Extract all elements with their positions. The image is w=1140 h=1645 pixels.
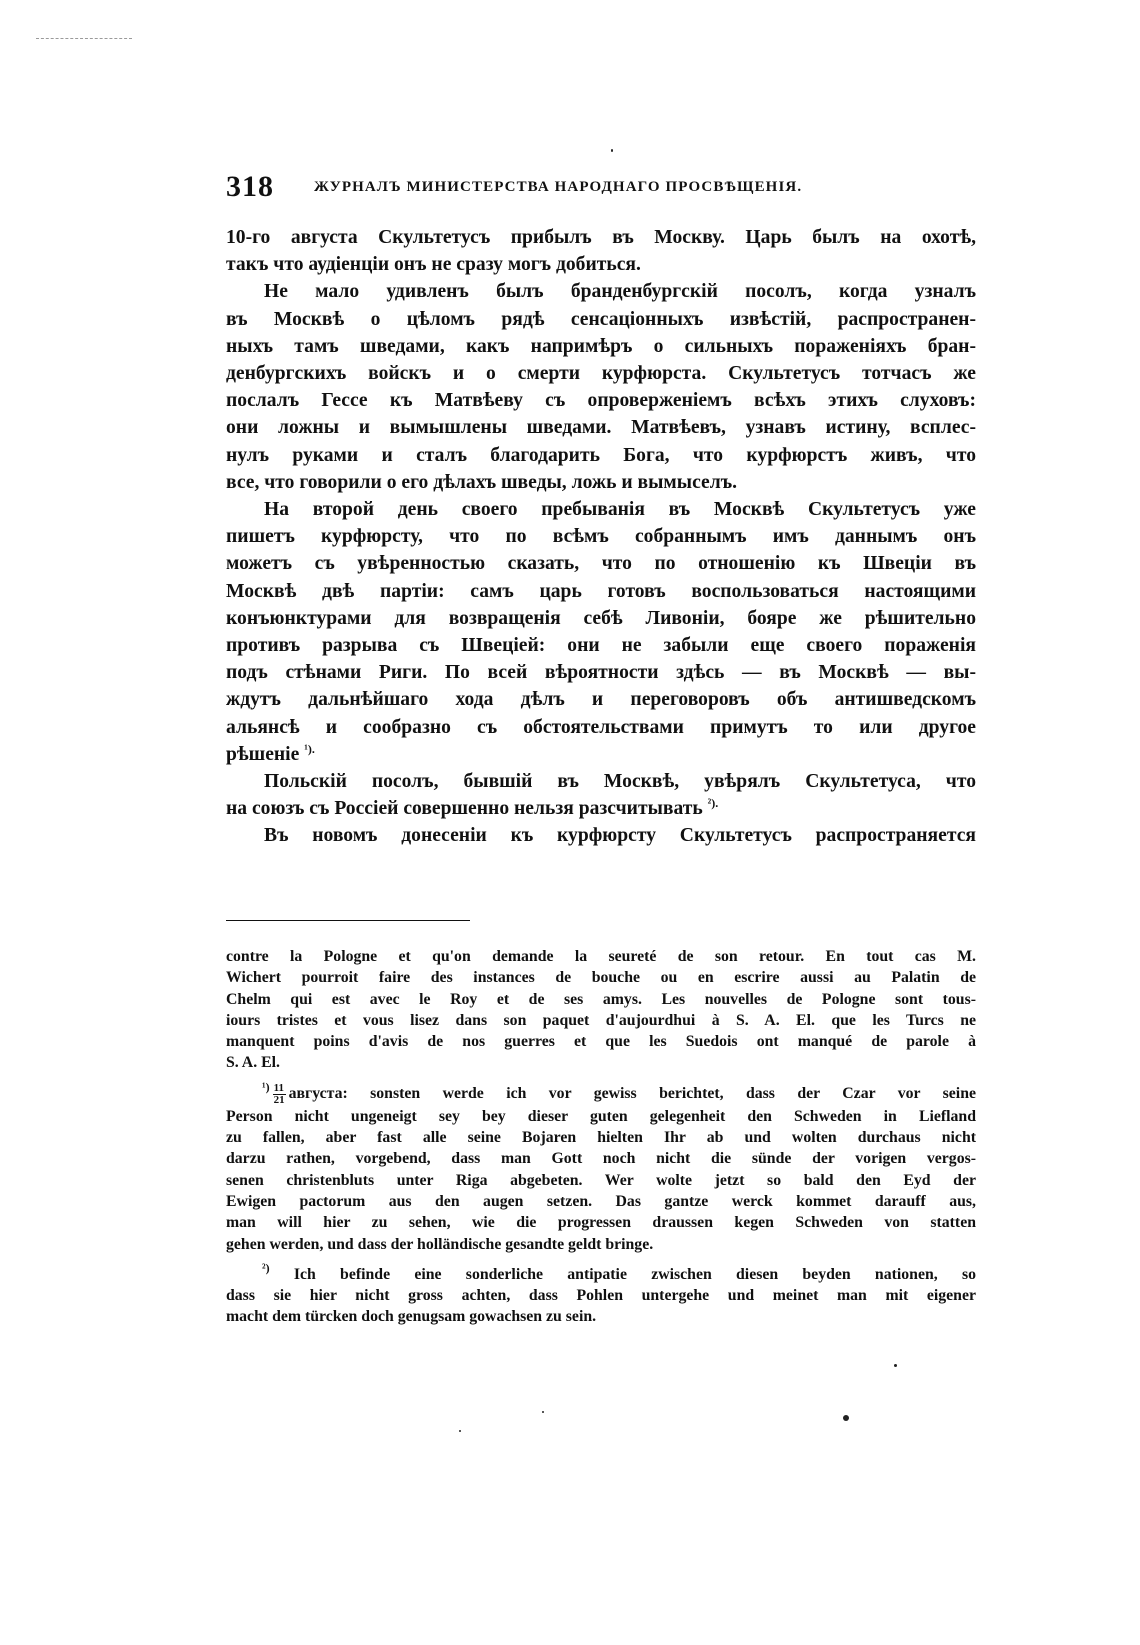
text-line: денбургскихъ войскъ и о смерти курфюрста. Скультетусъ тотчасъ же (226, 363, 976, 385)
text-line: конъюнктурами для возвращенія себѣ Ливоніи, бояре же рѣшительно (226, 607, 976, 629)
text-line: нулъ руками и сталъ благодарить Бога, что курфюрстъ живъ, что (226, 444, 976, 466)
footnote-marker-2: ²) (262, 1260, 270, 1275)
text-line-with-footnote-ref (226, 795, 976, 822)
text-fragment: рѣшеніе (226, 743, 300, 765)
text-line: противъ разрыва съ Швеціей: они не забыли еще своего пораженія (226, 635, 976, 657)
text-line: ждутъ дальнѣйшаго хода дѣлъ и переговоровъ объ антишведскомъ (226, 689, 976, 711)
text-fragment: августа: sonsten werde ich vor gewiss berichtet, dass der Czar vor seine (288, 1084, 976, 1102)
fraction-denominator: 21 (273, 1093, 285, 1106)
text-line: такъ что аудіенціи онъ не сразу могъ добиться. (226, 254, 641, 276)
scan-speck (459, 1430, 461, 1432)
footnote-2-first-line (226, 1260, 976, 1285)
note-line: zu fallen, aber fast alle seine Bojaren hielten Ihr ab und wolten durchaus nicht (226, 1129, 976, 1147)
text-line: Польскій посолъ, бывшій въ Москвѣ, увѣрялъ Скультетуса, что (264, 771, 976, 793)
note-line: gehen werden, und dass der holländische gesandte geldt bringe. (226, 1235, 654, 1253)
scan-edge-mark (36, 38, 132, 39)
note-line: manquent poins d'avis de nos guerres et que les Suedois ont manqué de parole à (226, 1033, 976, 1051)
note-line: dass sie hier nicht gross achten, dass Pohlen untergehe und meinet man mit eigener (226, 1287, 976, 1305)
scan-speck (611, 149, 613, 152)
note-line: Chelm qui est avec le Roy et de ses amys. Les nouvelles de Pologne sont tous- (226, 990, 976, 1008)
note-line: senen christenbluts unter Riga abgebeten. Wer wolte jetzt so bald den Eyd der (226, 1171, 976, 1189)
footnote-ref-2: ²). (707, 796, 719, 811)
footnotes (226, 946, 976, 1328)
text-line: альянсѣ и сообразно съ обстоятельствами примутъ то или другое (226, 716, 976, 738)
note-gap (226, 1255, 976, 1264)
text-line: пишетъ курфюрсту, что по всѣмъ собраннымъ имъ даннымъ онъ (226, 526, 976, 548)
text-line: можетъ съ увѣренностью сказать, что по отношенію къ Швеціи въ (226, 553, 976, 575)
page-number: 318 (226, 170, 274, 203)
footnote-marker-1: ¹) (262, 1079, 270, 1094)
note-line: contre la Pologne et qu'on demande la seureté de son retour. En tout cas M. (226, 948, 976, 965)
note-line: Person nicht ungeneigt sey bey dieser guten gelegenheit den Schweden in Liefland (226, 1107, 976, 1125)
scan-speck (894, 1364, 897, 1367)
text-line: На второй день своего пребыванія въ Москвѣ Скультетусъ уже (264, 499, 976, 521)
date-fraction (273, 1083, 286, 1106)
text-line: Не мало удивленъ былъ бранденбургскій посолъ, когда узналъ (264, 281, 976, 303)
main-text (226, 224, 976, 850)
note-line: man will hier zu sehen, wie die progressen draussen kegen Schweden von statten (226, 1214, 976, 1232)
footnote-separator (226, 920, 470, 921)
scan-speck (843, 1415, 849, 1421)
text-line: подъ стѣнами Риги. По всей вѣроятности здѣсь — въ Москвѣ — вы- (226, 662, 976, 684)
text-fragment: Ich befinde eine sonderliche antipatie zwischen diesen beyden nationen, so (293, 1265, 976, 1283)
text-line: Въ новомъ донесеніи къ курфюрсту Скультетусъ распространяется (264, 825, 976, 847)
text-line-with-footnote-ref (226, 741, 976, 768)
note-line: iours tristes et vous lisez dans son paquet d'aujourdhui à S. A. El. que les Turcs ne (226, 1011, 976, 1029)
page-header (226, 170, 976, 202)
fraction-numerator: 11 (273, 1081, 284, 1094)
text-line: послалъ Гессе къ Матвѣеву съ опроверженіемъ всѣхъ этихъ слуховъ: (226, 390, 976, 412)
note-line: darzu rathen, vorgebend, dass man Gott noch nicht die sünde der vorigen vergos- (226, 1150, 976, 1168)
text-line: они ложны и вымышлены шведами. Матвѣевъ, узнавъ истину, всплес- (226, 417, 976, 439)
scan-speck (542, 1411, 544, 1413)
text-line: ныхъ тамъ шведами, какъ напримѣръ о сильныхъ пораженіяхъ бран- (226, 335, 976, 357)
text-line: Москвѣ двѣ партіи: самъ царь готовъ воспользоваться настоящими (226, 580, 976, 602)
footnote-ref-1: ¹). (304, 741, 315, 756)
note-line: Ewigen pactorum aus den augen setzen. Das gantze werck kommet darauff aus, (226, 1192, 976, 1210)
footnote-1-first-line (226, 1079, 976, 1106)
note-gap (226, 1074, 976, 1083)
text-line: 10-го августа Скультетусъ прибылъ въ Москву. Царь былъ на охотѣ, (226, 227, 976, 248)
running-title: ЖУРНАЛЪ МИНИСТЕРСТВА НАРОДНАГО ПРОСВѢЩЕНІЯ. (314, 179, 803, 195)
text-line: все, что говорили о его дѣлахъ шведы, ложь и вымыселъ. (226, 471, 738, 493)
note-line: Wichert pourroit faire des instances de bouche ou en escrire aussi au Palatin de (226, 969, 976, 987)
text-fragment: на союзъ съ Россіей совершенно нельзя разсчитывать (226, 798, 703, 820)
note-line: macht dem türcken doch genugsam gowachsen zu sein. (226, 1308, 597, 1326)
text-line: въ Москвѣ о цѣломъ рядѣ сенсаціонныхъ извѣстій, распространен- (226, 308, 976, 330)
note-line: S. A. El. (226, 1054, 280, 1072)
